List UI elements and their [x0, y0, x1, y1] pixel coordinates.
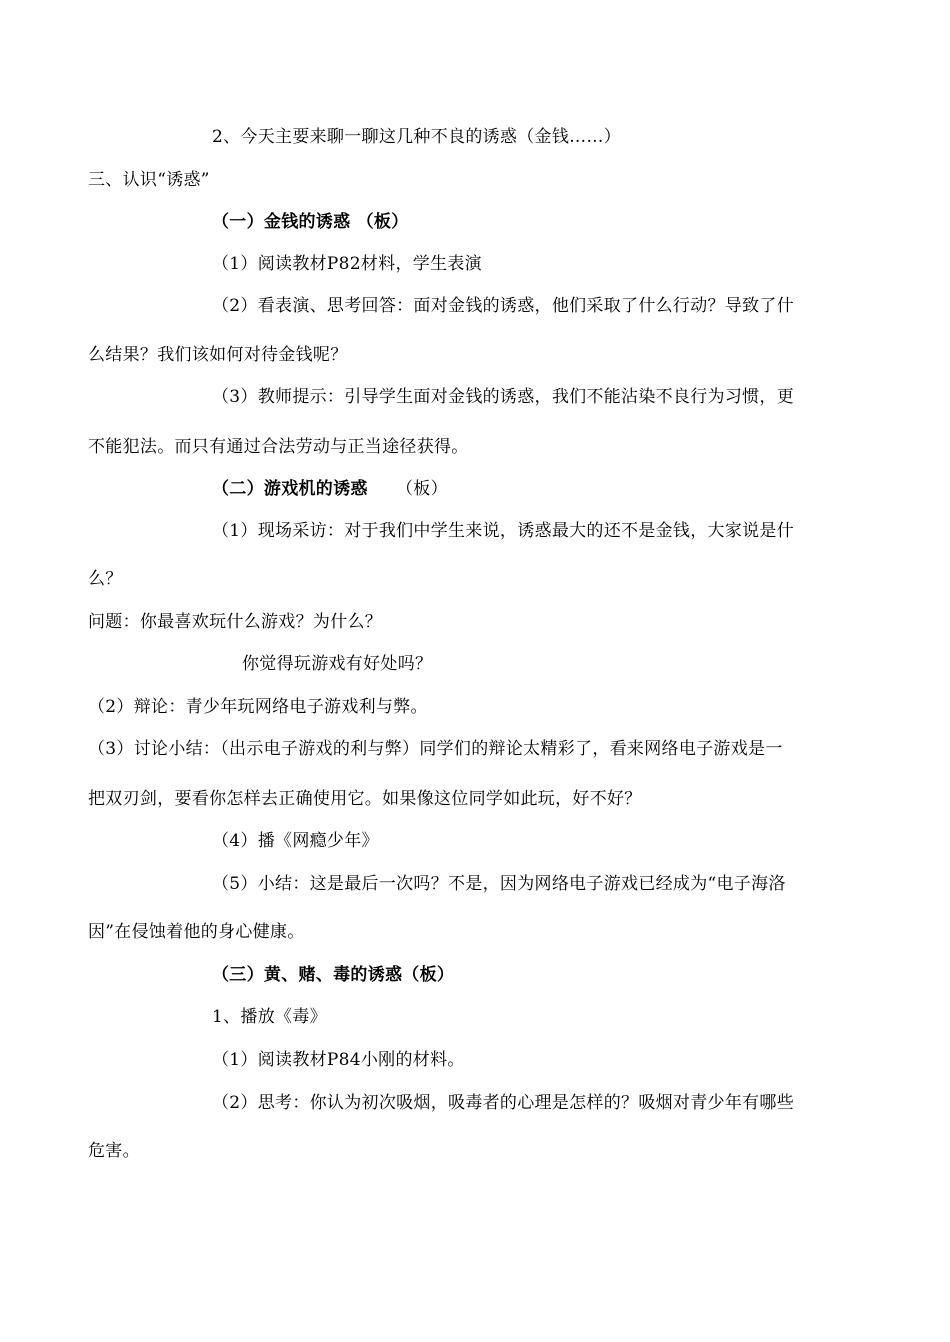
section-three-heading: 三、认识“诱惑” — [88, 170, 210, 190]
money-step-3-cont: 不能犯法。而只有通过合法劳动与正当途径获得。 — [88, 437, 469, 457]
vice-item-1: 1、播放《毒》 — [212, 1007, 327, 1027]
game-step-1: （1）现场采访：对于我们中学生来说，诱惑最大的还不是金钱，大家说是什 — [212, 521, 795, 541]
game-step-4: （4）播《网瘾少年》 — [212, 831, 379, 851]
game-step-5: （5）小结：这是最后一次吗？不是，因为网络电子游戏已经成为“电子海洛 — [212, 874, 786, 894]
game-question-1: 问题：你最喜欢玩什么游戏？为什么？ — [88, 612, 383, 632]
money-step-3: （3）教师提示：引导学生面对金钱的诱惑，我们不能沾染不良行为习惯，更 — [212, 387, 795, 407]
money-step-2: （2）看表演、思考回答：面对金钱的诱惑，他们采取了什么行动？导致了什 — [212, 296, 795, 316]
money-step-1: （1）阅读教材P82材料，学生表演 — [212, 254, 482, 274]
game-step-2: （2）辩论：青少年玩网络电子游戏利与弊。 — [88, 697, 428, 717]
subsection-money-heading: （一）金钱的诱惑 （板） — [212, 212, 409, 232]
intro-item-2: 2、今天主要来聊一聊这几种不良的诱惑（金钱……） — [212, 127, 622, 147]
game-question-2: 你觉得玩游戏有好处吗？ — [242, 654, 433, 674]
game-step-1-cont: 么？ — [88, 569, 123, 589]
vice-step-1: （1）阅读教材P84小刚的材料。 — [212, 1050, 465, 1070]
subsection-game-board-note: （板） — [396, 479, 448, 499]
subsection-game-heading: （二）游戏机的诱惑 — [212, 479, 368, 499]
vice-step-2: （2）思考：你认为初次吸烟，吸毒者的心理是怎样的？吸烟对青少年有哪些 — [212, 1093, 795, 1113]
subsection-vice-heading: （三）黄、赌、毒的诱惑（板） — [212, 965, 455, 985]
game-step-5-cont: 因”在侵蚀着他的身心健康。 — [88, 922, 305, 942]
vice-step-2-cont: 危害。 — [88, 1141, 140, 1161]
game-step-3: （3）讨论小结：（出示电子游戏的利与弊）同学们的辩论太精彩了，看来网络电子游戏是一 — [88, 739, 783, 759]
money-step-2-cont: 么结果？我们该如何对待金钱呢？ — [88, 345, 348, 365]
game-step-3-cont: 把双刃剑，要看你怎样去正确使用它。如果像这位同学如此玩，好不好？ — [88, 789, 642, 809]
